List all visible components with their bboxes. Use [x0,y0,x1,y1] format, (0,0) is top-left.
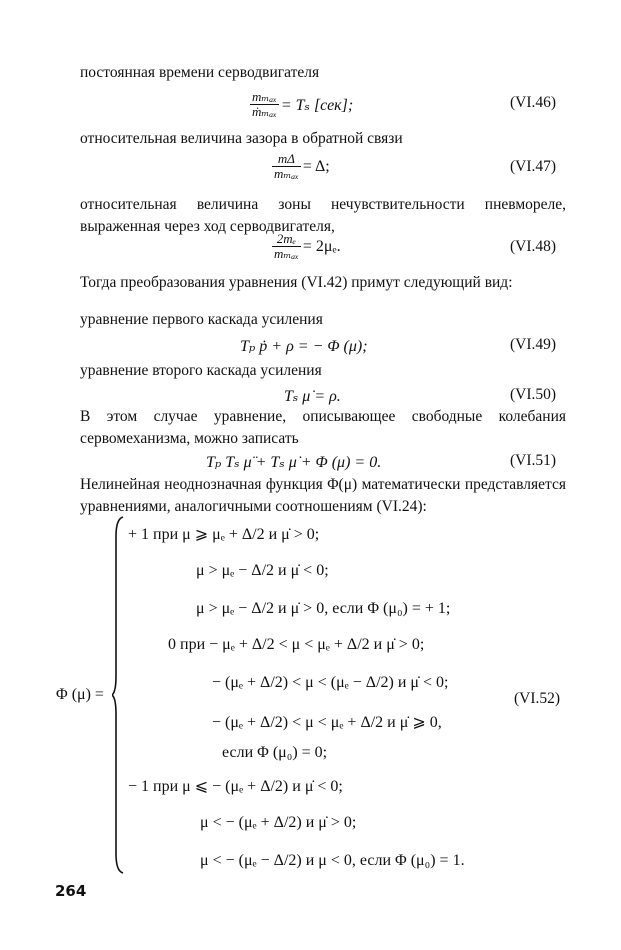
fraction-denominator: mₘₐₓ [274,166,299,181]
equation-vi52-lhs: Φ (μ) = [56,686,104,703]
piecewise-line-7: если Φ (μ₀) = 0; [222,744,328,761]
equation-number: (VI.50) [510,386,557,403]
piecewise-line-1: + 1 при μ ⩾ μₑ + Δ/2 и μ̇ > 0; [128,526,320,543]
piecewise-line-2: μ > μₑ − Δ/2 и μ̇ < 0; [196,562,329,579]
equation-vi51: Tₚ Tₛ μ̈ + Tₛ μ̇ + Φ (μ) = 0. [206,454,382,471]
equation-number: (VI.49) [510,336,557,353]
equation-vi48 [270,232,341,261]
equation-vi50: Tₛ μ̇ = ρ. [284,388,341,405]
piecewise-line-4: 0 при − μₑ + Δ/2 < μ < μₑ + Δ/2 и μ̇ > 0; [168,636,425,653]
fraction-denominator: mₘₐₓ [274,246,299,261]
piecewise-line-5: − (μₑ + Δ/2) < μ < (μₑ − Δ/2) и μ̇ < 0; [212,674,449,691]
text-transformations: Тогда преобразования уравнения (VI.42) примут следующий вид: [80,274,513,291]
equation-number: (VI.52) [514,690,561,707]
fraction-numerator: 2mₑ [276,231,297,246]
text-free-oscillations: В этом случае уравнение, описывающее свободные колебания сервомеханизма, можно записать [80,408,566,447]
text-dead-zone: относительная величина зоны нечувствительности пневмореле, выраженная через ход серводвигателя, [80,196,566,235]
piecewise-line-6: − (μₑ + Δ/2) < μ < μₑ + Δ/2 и μ̇ ⩾ 0, [212,714,442,731]
equation-vi49: Tₚ ṗ + ρ = − Φ (μ); [240,338,368,355]
piecewise-line-3: μ > μₑ − Δ/2 и μ̇ > 0, если Φ (μ₀) = + 1; [196,600,451,617]
text-second-stage: уравнение второго каскада усиления [80,362,322,379]
text-nonlinear-function: Нелинейная неоднозначная функция Φ(μ) математически представляется уравнениями, аналогичными соотношениям (VI.24): [80,476,566,515]
equation-rhs: = Δ; [302,157,330,175]
equation-number: (VI.48) [510,238,557,255]
equation-number: (VI.46) [510,94,557,111]
fraction-vi46 [250,90,279,119]
equation-number: (VI.47) [510,158,557,175]
fraction-numerator: mΔ [277,151,295,166]
text-first-stage: уравнение первого каскада усиления [80,311,323,328]
fraction-denominator: ṁₘₐₓ [252,104,277,119]
equation-vi47 [270,152,330,181]
left-brace [112,516,124,874]
equation-vi46 [248,90,353,119]
fraction-vi48 [272,232,301,261]
equation-number: (VI.51) [510,452,557,469]
equation-rhs: = Tₛ [сек]; [280,96,354,114]
piecewise-line-10: μ < − (μₑ − Δ/2) и μ < 0, если Φ (μ₀) = 1. [200,852,465,869]
text-backlash: относительная величина зазора в обратной связи [80,130,403,147]
equation-rhs: = 2μₑ. [302,237,341,255]
page-number: 264 [55,882,87,900]
fraction-numerator: mₘₐₓ [252,89,277,104]
piecewise-line-8: − 1 при μ ⩽ − (μₑ + Δ/2) и μ̇ < 0; [128,778,343,795]
text-servo-time-constant: постоянная времени серводвигателя [80,64,320,81]
fraction-vi47 [272,152,301,181]
piecewise-line-9: μ < − (μₑ + Δ/2) и μ̇ > 0; [200,814,357,831]
